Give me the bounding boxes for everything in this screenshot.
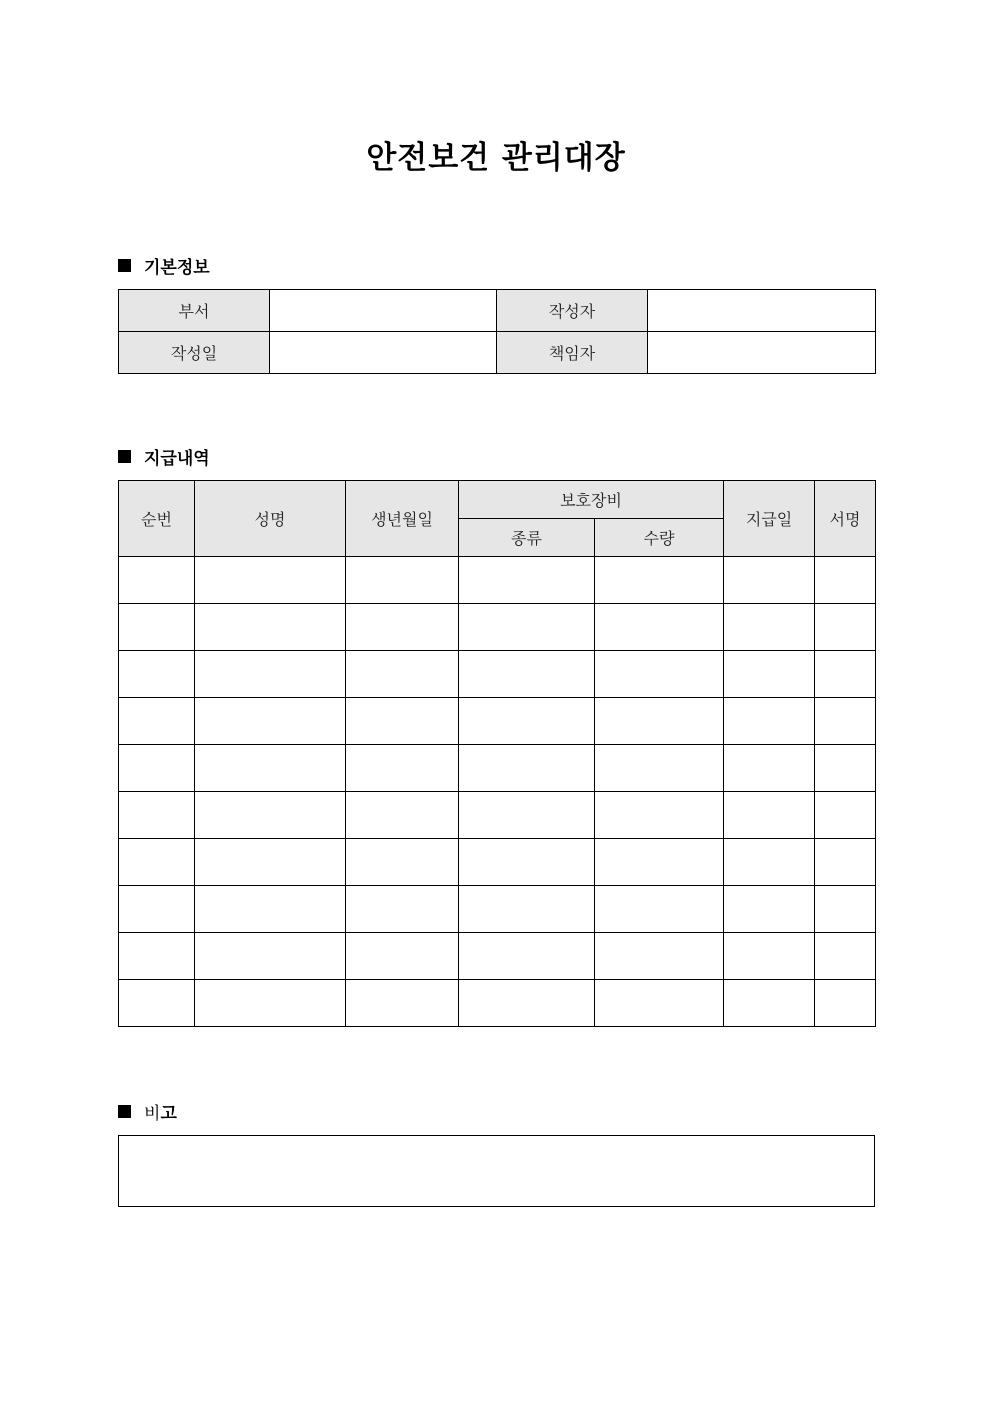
- col-header-quantity: 수량: [595, 519, 724, 557]
- table-row: [119, 604, 876, 651]
- section-heading-issuance: [118, 444, 210, 469]
- remarks-heading-label-part1: 비: [144, 1104, 161, 1124]
- section-heading-basic-info: [118, 253, 210, 278]
- seq-cell[interactable]: [119, 698, 195, 745]
- department-label: 부서: [119, 290, 270, 332]
- table-row: [119, 886, 876, 933]
- type-cell[interactable]: [459, 557, 595, 604]
- type-cell[interactable]: [459, 980, 595, 1027]
- issue-date-cell[interactable]: [724, 604, 815, 651]
- name-cell[interactable]: [195, 886, 346, 933]
- seq-cell[interactable]: [119, 745, 195, 792]
- col-header-birth: 생년월일: [346, 481, 459, 557]
- signature-cell[interactable]: [815, 980, 876, 1027]
- birth-cell[interactable]: [346, 980, 459, 1027]
- birth-cell[interactable]: [346, 933, 459, 980]
- birth-cell[interactable]: [346, 604, 459, 651]
- type-cell[interactable]: [459, 886, 595, 933]
- seq-cell[interactable]: [119, 792, 195, 839]
- quantity-cell[interactable]: [595, 933, 724, 980]
- name-cell[interactable]: [195, 604, 346, 651]
- quantity-cell[interactable]: [595, 839, 724, 886]
- col-header-signature: 서명: [815, 481, 876, 557]
- type-cell[interactable]: [459, 792, 595, 839]
- seq-cell[interactable]: [119, 604, 195, 651]
- name-cell[interactable]: [195, 651, 346, 698]
- quantity-cell[interactable]: [595, 745, 724, 792]
- seq-cell[interactable]: [119, 886, 195, 933]
- quantity-cell[interactable]: [595, 980, 724, 1027]
- name-cell[interactable]: [195, 933, 346, 980]
- signature-cell[interactable]: [815, 557, 876, 604]
- seq-cell[interactable]: [119, 557, 195, 604]
- issuance-heading-label: 지급내역: [144, 449, 210, 469]
- seq-cell[interactable]: [119, 980, 195, 1027]
- issue-date-cell[interactable]: [724, 886, 815, 933]
- signature-cell[interactable]: [815, 745, 876, 792]
- type-cell[interactable]: [459, 839, 595, 886]
- col-header-equipment: 보호장비: [459, 481, 724, 519]
- section-heading-remarks: [118, 1099, 177, 1124]
- name-cell[interactable]: [195, 839, 346, 886]
- quantity-cell[interactable]: [595, 557, 724, 604]
- issue-date-cell[interactable]: [724, 933, 815, 980]
- signature-cell[interactable]: [815, 886, 876, 933]
- manager-field[interactable]: [648, 332, 876, 374]
- issue-date-cell[interactable]: [724, 839, 815, 886]
- birth-cell[interactable]: [346, 557, 459, 604]
- issue-date-cell[interactable]: [724, 698, 815, 745]
- name-cell[interactable]: [195, 980, 346, 1027]
- basic-info-heading-label: 기본정보: [144, 258, 210, 278]
- remarks-heading-label-part2: 고: [160, 1104, 177, 1124]
- quantity-cell[interactable]: [595, 604, 724, 651]
- table-row: [119, 933, 876, 980]
- issuance-table: [118, 480, 876, 1027]
- type-cell[interactable]: [459, 933, 595, 980]
- col-header-type: 종류: [459, 519, 595, 557]
- type-cell[interactable]: [459, 651, 595, 698]
- type-cell[interactable]: [459, 698, 595, 745]
- page-title: 안전보건 관리대장: [366, 140, 626, 176]
- author-field[interactable]: [648, 290, 876, 332]
- issue-date-cell[interactable]: [724, 980, 815, 1027]
- table-row: [119, 745, 876, 792]
- date-field[interactable]: [270, 332, 497, 374]
- birth-cell[interactable]: [346, 792, 459, 839]
- type-cell[interactable]: [459, 745, 595, 792]
- birth-cell[interactable]: [346, 651, 459, 698]
- table-row: [119, 839, 876, 886]
- signature-cell[interactable]: [815, 651, 876, 698]
- birth-cell[interactable]: [346, 698, 459, 745]
- name-cell[interactable]: [195, 792, 346, 839]
- col-header-name: 성명: [195, 481, 346, 557]
- seq-cell[interactable]: [119, 651, 195, 698]
- table-row: [119, 651, 876, 698]
- issue-date-cell[interactable]: [724, 745, 815, 792]
- signature-cell[interactable]: [815, 792, 876, 839]
- department-field[interactable]: [270, 290, 497, 332]
- remarks-field[interactable]: [118, 1135, 875, 1207]
- col-header-seq: 순번: [119, 481, 195, 557]
- quantity-cell[interactable]: [595, 886, 724, 933]
- name-cell[interactable]: [195, 557, 346, 604]
- name-cell[interactable]: [195, 698, 346, 745]
- table-row: [119, 698, 876, 745]
- issue-date-cell[interactable]: [724, 792, 815, 839]
- square-bullet-icon: [118, 1105, 131, 1118]
- manager-label: 책임자: [497, 332, 648, 374]
- birth-cell[interactable]: [346, 886, 459, 933]
- quantity-cell[interactable]: [595, 792, 724, 839]
- table-row: [119, 557, 876, 604]
- quantity-cell[interactable]: [595, 651, 724, 698]
- birth-cell[interactable]: [346, 839, 459, 886]
- table-row: [119, 980, 876, 1027]
- col-header-issue-date: 지급일: [724, 481, 815, 557]
- basic-info-table: [118, 289, 876, 374]
- signature-cell[interactable]: [815, 839, 876, 886]
- issuance-table-body: [119, 557, 876, 1027]
- table-row: [119, 792, 876, 839]
- signature-cell[interactable]: [815, 604, 876, 651]
- square-bullet-icon: [118, 259, 131, 272]
- author-label: 작성자: [497, 290, 648, 332]
- issue-date-cell[interactable]: [724, 557, 815, 604]
- name-cell[interactable]: [195, 745, 346, 792]
- seq-cell[interactable]: [119, 839, 195, 886]
- signature-cell[interactable]: [815, 698, 876, 745]
- quantity-cell[interactable]: [595, 698, 724, 745]
- signature-cell[interactable]: [815, 933, 876, 980]
- square-bullet-icon: [118, 450, 131, 463]
- date-label: 작성일: [119, 332, 270, 374]
- birth-cell[interactable]: [346, 745, 459, 792]
- seq-cell[interactable]: [119, 933, 195, 980]
- type-cell[interactable]: [459, 604, 595, 651]
- issue-date-cell[interactable]: [724, 651, 815, 698]
